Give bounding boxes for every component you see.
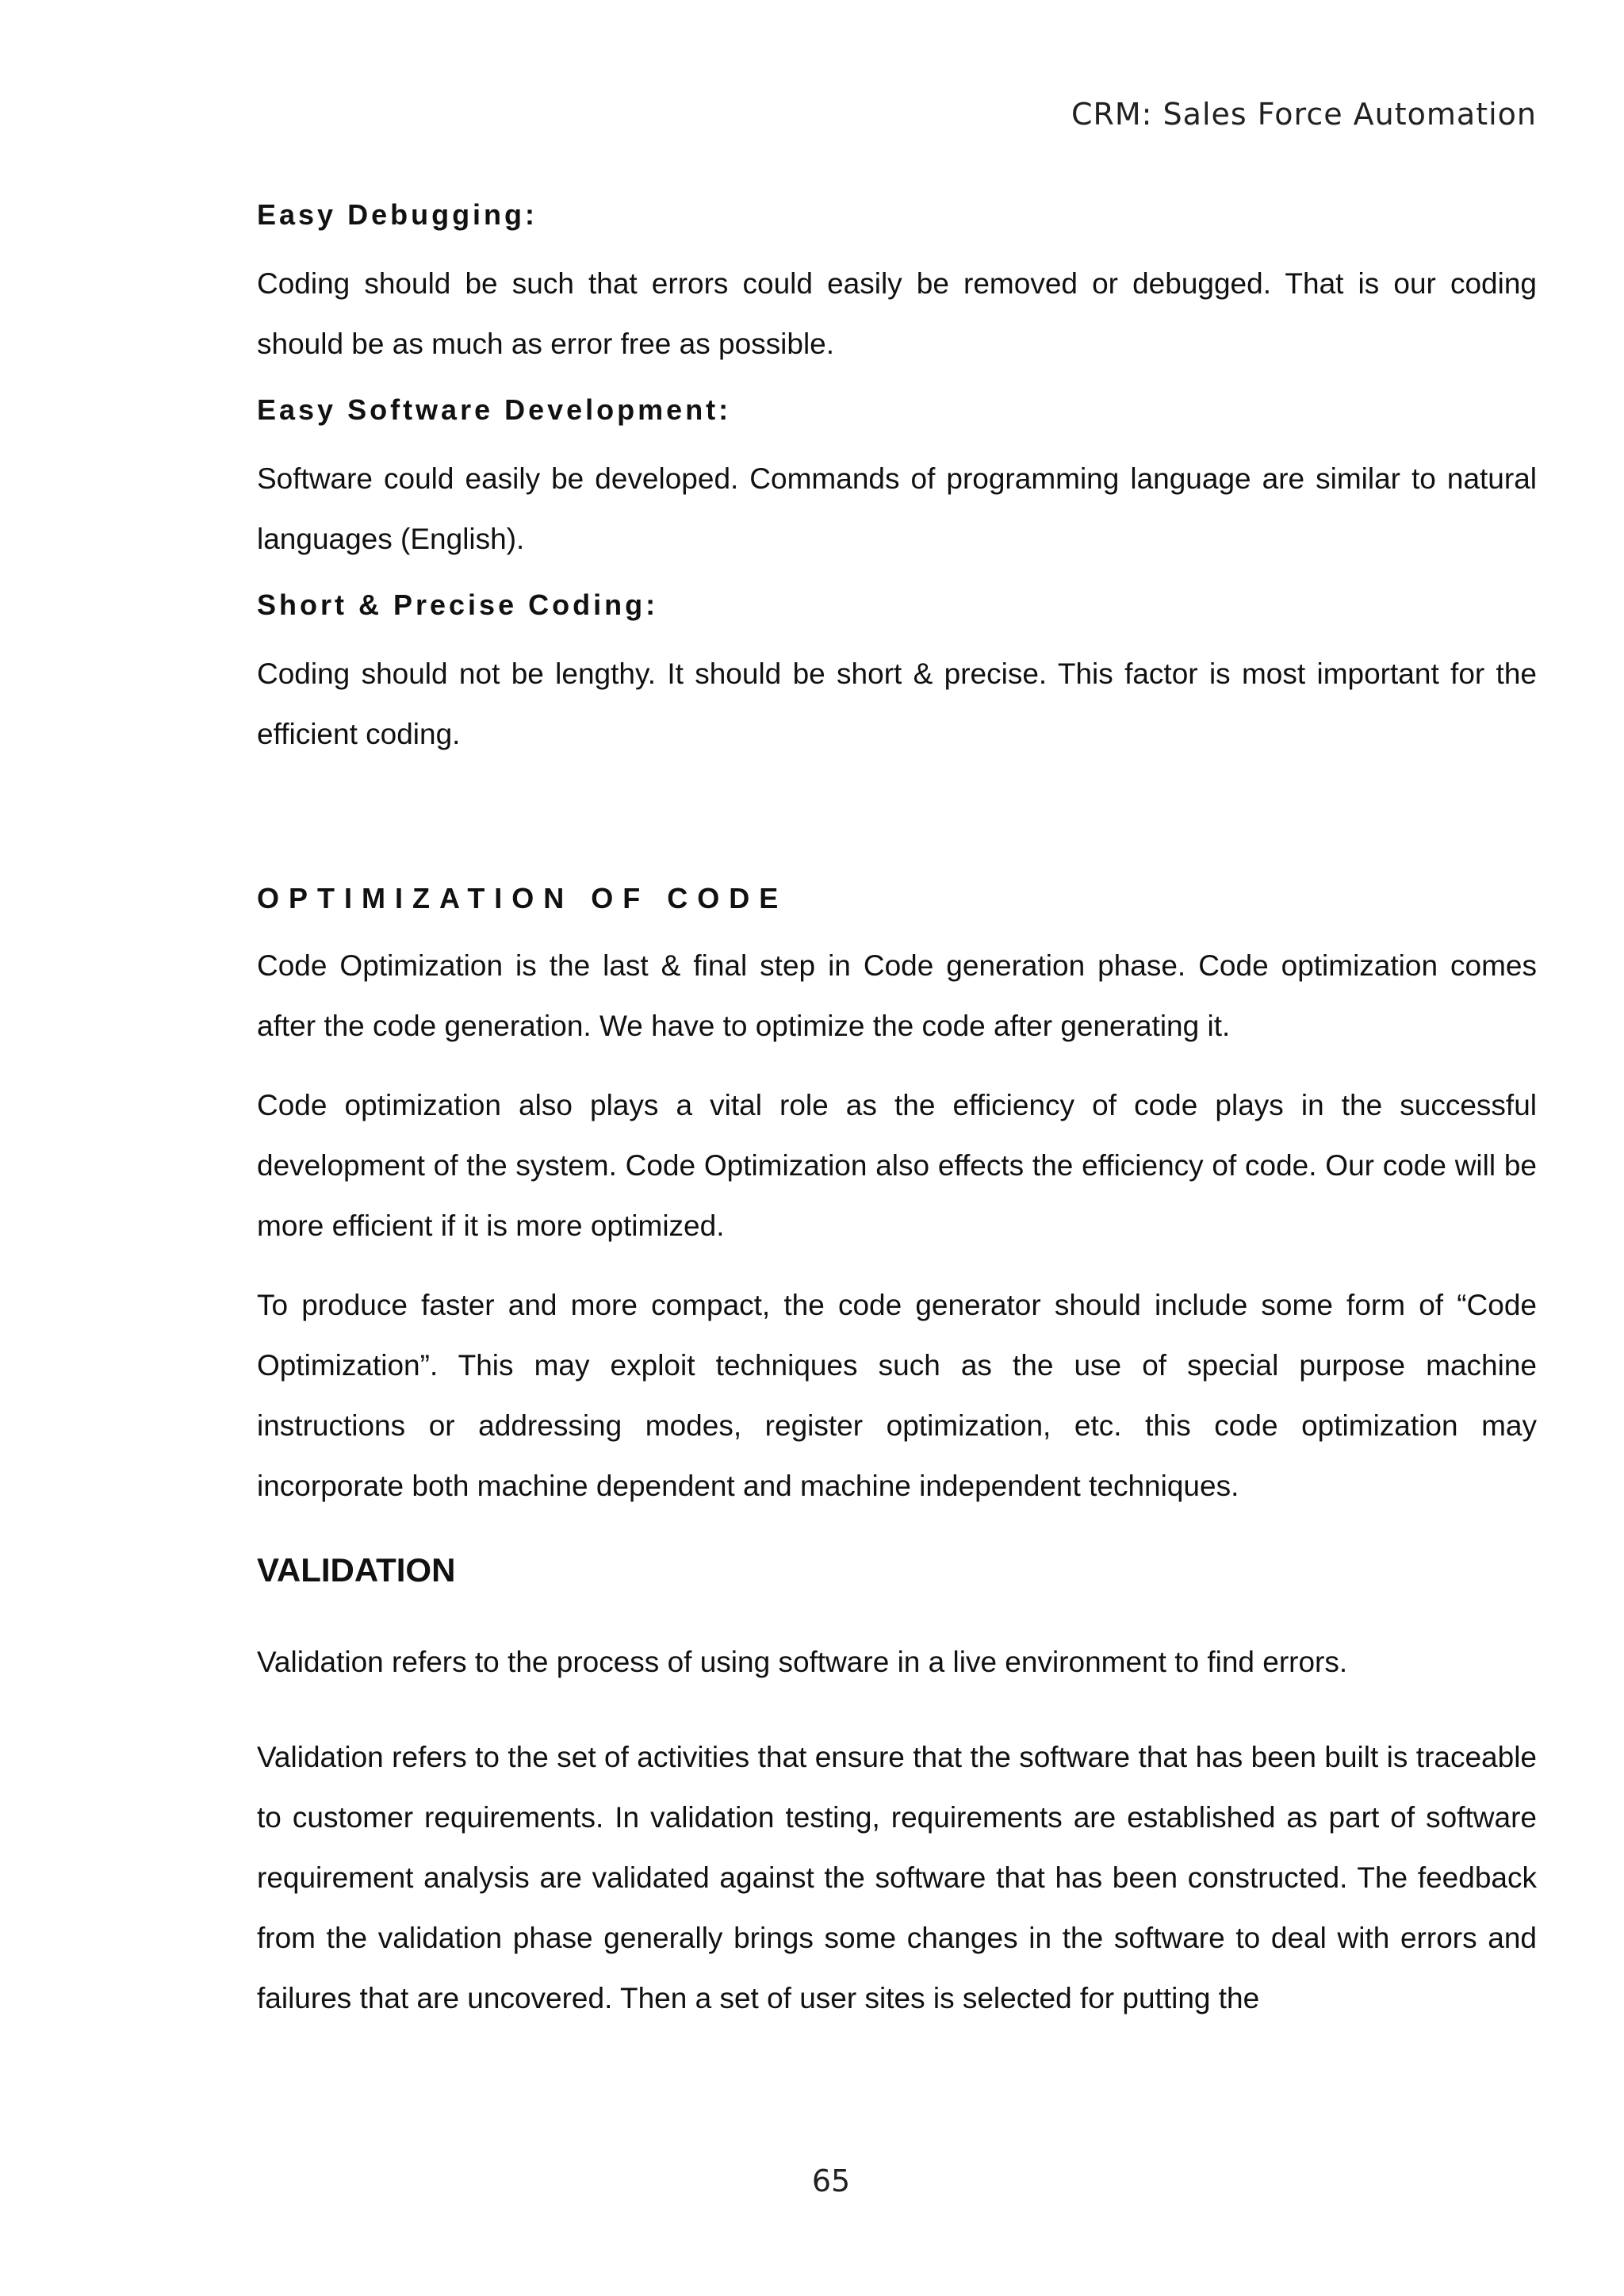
heading-short-precise-coding: Short & Precise Coding: — [257, 588, 659, 621]
heading-validation: VALIDATION — [257, 1551, 456, 1589]
heading-easy-software-development: Easy Software Development: — [257, 393, 732, 426]
paragraph-validation-2: Validation refers to the set of activities that ensure that the software that has been built is traceable to customer requirements. In validation testing, requirements are established as part of software requirement analysis are validated against the software that has been constructed. The feedback from the validation phase generally brings some changes in the software to deal with errors and failures that are uncovered. Then a set of user sites is selected for putting the — [257, 1741, 1537, 2014]
paragraph-validation-1: Validation refers to the process of using software in a live environment to find errors. — [257, 1646, 1348, 1678]
paragraph-easy-software-development: Software could easily be developed. Commands of programming language are similar to natural languages (English). — [257, 462, 1537, 555]
running-header: CRM: Sales Force Automation — [1071, 97, 1537, 132]
page-number: 65 — [811, 2164, 851, 2198]
paragraph-easy-debugging: Coding should be such that errors could easily be removed or debugged. That is our coding should be as much as error free as possible. — [257, 267, 1537, 360]
heading-optimization-of-code: OPTIMIZATION OF CODE — [257, 882, 788, 914]
heading-easy-debugging: Easy Debugging: — [257, 198, 538, 231]
paragraph-optimization-3: To produce faster and more compact, the code generator should include some form of “Code Optimization”. This may exploit techniques such as the use of special purpose machine instructions or addressing modes, register optimization, etc. this code optimization may incorporate both machine dependent and machine independent techniques. — [257, 1289, 1537, 1502]
paragraph-short-precise-coding: Coding should not be lengthy. It should be short & precise. This factor is most important for the efficient coding. — [257, 657, 1537, 750]
paragraph-optimization-2: Code optimization also plays a vital role as the efficiency of code plays in the successful development of the system. Code Optimization also effects the efficiency of code. Our code will be more efficient if it is more optimized. — [257, 1089, 1537, 1242]
paragraph-optimization-1: Code Optimization is the last & final step in Code generation phase. Code optimization comes after the code generation. We have to optimize the code after generating it. — [257, 949, 1537, 1042]
page-content — [257, 198, 1537, 2048]
